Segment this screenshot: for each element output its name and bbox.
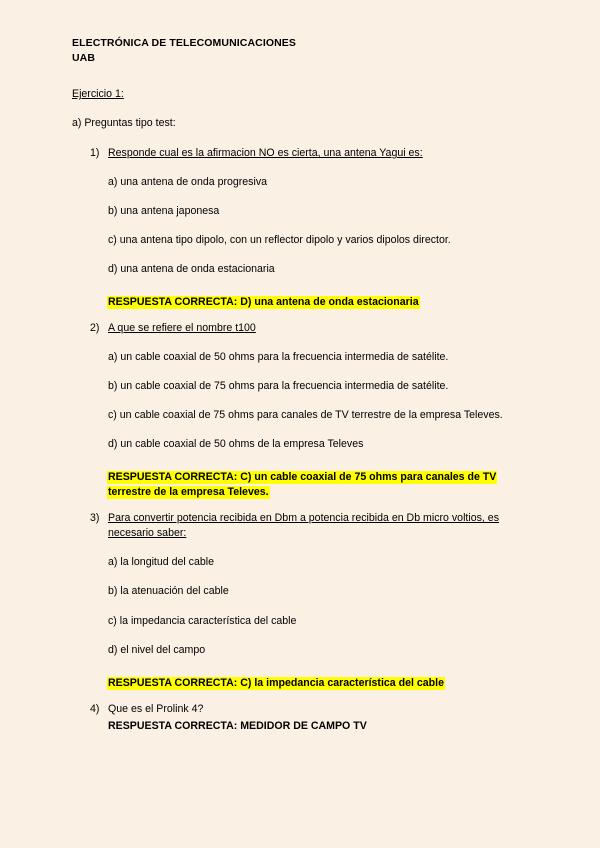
option-item: b) la atenuación del cable [108,585,229,597]
correct-answer-text: RESPUESTA CORRECTA: C) un cable coaxial de 75 ohms para canales de TV [108,471,497,483]
correct-answer [107,482,270,500]
question-number: 2) [90,322,100,334]
question-text: A que se refiere el nombre t100 [108,322,256,334]
exercise-title: Ejercicio 1: [72,88,124,100]
option-item: a) un cable coaxial de 50 ohms para la frecuencia intermedia de satélite. [108,351,449,363]
option-item: d) una antena de onda estacionaria [108,263,275,275]
question-text: Que es el Prolink 4? [108,703,204,715]
option-item: c) una antena tipo dipolo, con un reflector dipolo y varios dipolos director. [108,234,451,246]
correct-answer [107,292,420,310]
correct-answer-text: RESPUESTA CORRECTA: D) una antena de onda estacionaria [108,296,419,308]
option-item: d) un cable coaxial de 50 ohms de la empresa Televes [108,438,364,450]
question-number: 1) [90,147,100,159]
question-text: Responde cual es la afirmacion NO es cierta, una antena Yagui es: [108,147,423,159]
header-title: ELECTRÓNICA DE TELECOMUNICACIONES [72,37,296,49]
option-item: b) una antena japonesa [108,205,220,217]
correct-answer-text: RESPUESTA CORRECTA: C) la impedancia característica del cable [108,677,444,689]
question-text: Para convertir potencia recibida en Dbm a potencia recibida en Db micro voltios, es [108,512,499,524]
option-item: a) la longitud del cable [108,556,215,568]
option-item: c) un cable coaxial de 75 ohms para canales de TV terrestre de la empresa Televes. [108,409,503,421]
correct-answer [107,673,445,691]
correct-answer-text: RESPUESTA CORRECTA: MEDIDOR DE CAMPO TV [108,720,367,732]
correct-answer-text: terrestre de la empresa Televes. [108,486,269,498]
correct-answer [107,716,368,734]
section-title: a) Preguntas tipo test: [72,117,176,129]
question-number: 4) [90,703,100,715]
question-text: necesario saber: [108,527,187,539]
option-item: b) un cable coaxial de 75 ohms para la frecuencia intermedia de satélite. [108,380,449,392]
option-item: d) el nivel del campo [108,644,206,656]
option-item: c) la impedancia característica del cable [108,615,297,627]
header-subtitle: UAB [72,52,96,64]
option-item: a) una antena de onda progresiva [108,176,268,188]
question-number: 3) [90,512,100,524]
